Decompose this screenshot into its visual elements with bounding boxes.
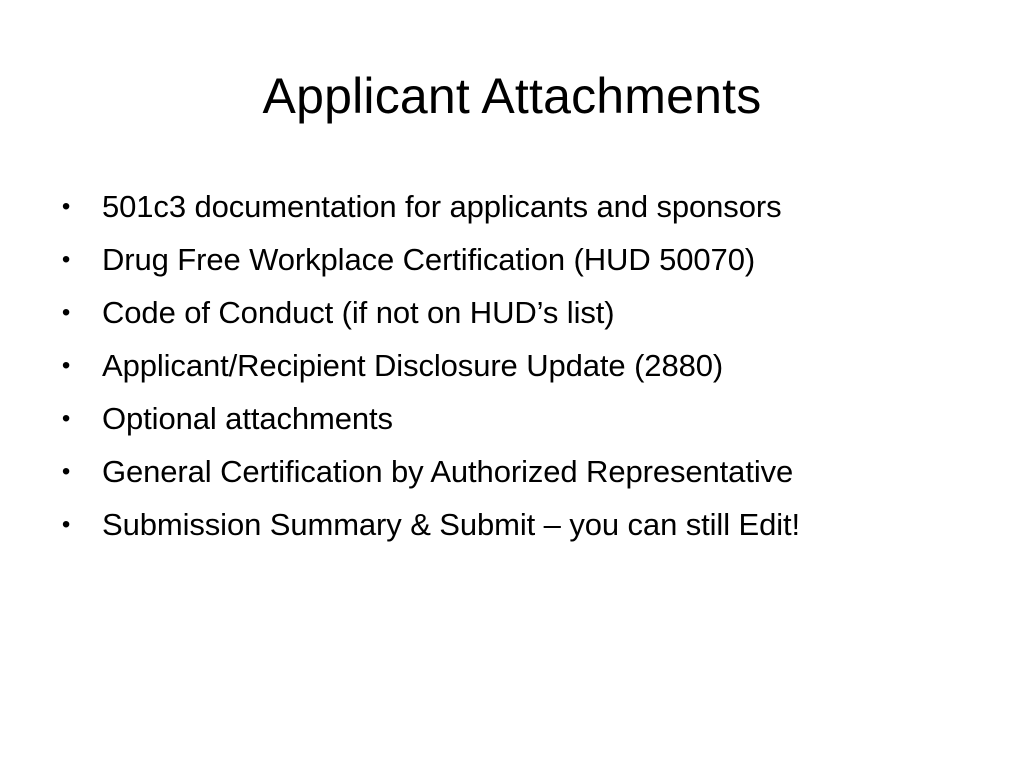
list-item-text: Optional attachments [102, 401, 393, 436]
bullet-list [54, 180, 994, 551]
list-item [54, 180, 994, 233]
list-item [54, 286, 994, 339]
bullet-icon: • [61, 299, 71, 326]
bullet-icon: • [61, 511, 71, 538]
list-item-text: General Certification by Authorized Representative [102, 454, 794, 489]
list-item [54, 339, 994, 392]
bullet-icon: • [61, 193, 71, 220]
list-item [54, 233, 994, 286]
list-item [54, 498, 994, 551]
list-item [54, 392, 994, 445]
bullet-icon: • [61, 405, 71, 432]
bullet-icon: • [61, 246, 71, 273]
bullet-icon: • [61, 352, 71, 379]
list-item-text: Drug Free Workplace Certification (HUD 50070) [102, 242, 756, 277]
list-item [54, 445, 994, 498]
slide-title: Applicant Attachments [262, 68, 762, 124]
list-item-text: 501c3 documentation for applicants and sponsors [102, 189, 782, 224]
list-item-text: Applicant/Recipient Disclosure Update (2880) [102, 348, 724, 383]
bullet-icon: • [61, 458, 71, 485]
list-item-text: Code of Conduct (if not on HUD’s list) [102, 295, 615, 330]
list-item-text: Submission Summary & Submit – you can still Edit! [102, 507, 801, 542]
